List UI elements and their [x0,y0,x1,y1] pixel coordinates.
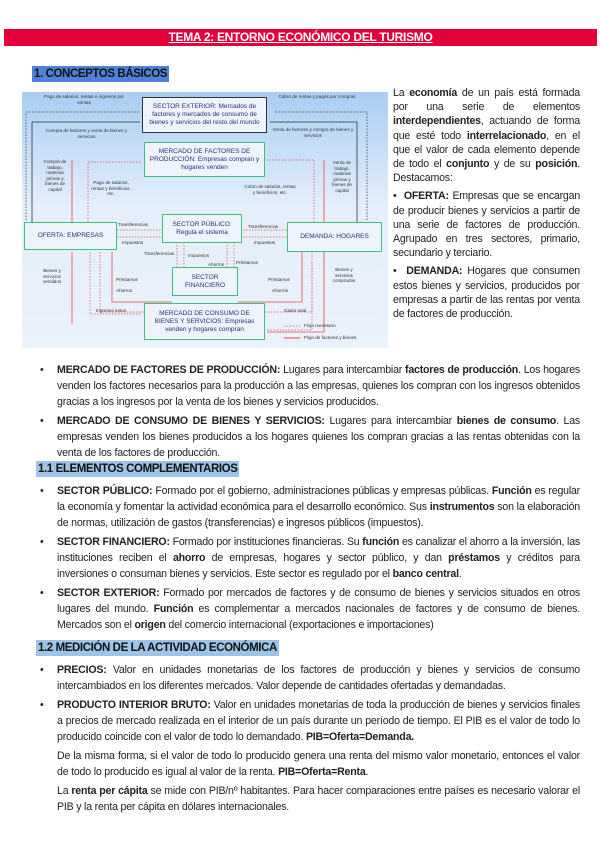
box-demanda-hogares: DEMANDA: HOGARES [287,222,382,252]
medicion-list [40,662,580,818]
intro-column [393,86,580,325]
list-item-mercado-consumo: • MERCADO DE CONSUMO DE BIENES Y SERVICIOS: Lugares para intercambiar bienes de consumo. Las empresas venden los bienes producidos a los hogares quienes los compran gracias a las rentas obtenidas con la venta de los factores de producción. [40,413,580,461]
section-heading-medicion: 1.2 MEDICIÓN DE LA ACTIVIDAD ECONÓMICA [38,642,277,654]
label-ingresos-netos: Ingresos netos [96,308,127,313]
label-cobro-rentas-ext: Cobro de rentas y pagos por compras [278,94,356,99]
label-ahorros-left: Ahorros [116,288,133,293]
label-impuestos-mid: Impuestos [188,253,210,258]
list-item-sector-financiero: • SECTOR FINANCIERO: Formado por instituciones financieras. Su función es canalizar el ahorro a la inversión, las instituciones reciben el ahorro de empresas, hogares y sector público, y dan préstamos y créditos para inversiones o consuman bienes y servicios. Este sector es regulado por el banco central. [40,534,580,582]
intro-paragraph: La economía de un país está formada por una serie de elementos interdependientes, actuando de forma que esté todo interrelacionado, en el que el valor de cada elemento depende de todo el conjunto y de su posición. Destacamos: [393,87,580,185]
list-item-precios: • PRECIOS: Valor en unidades monetarias de los factores de producción y bienes y servicios de consumo intercambiados en los diferentes mercados. Valor depende de cantidades ofertadas y demandadas. [40,662,580,694]
demanda-bullet: • DEMANDA: Hogares que consumen estos bienes y servicios, producidos por empresas a partir de las rentas por venta de factores de producción. [393,265,580,321]
elementos-list [40,483,580,636]
label-pago-salarios-ext: Pago de salarios, rentas e ingresos por ventas [44,94,124,105]
label-ahorros-mid: Ahorros [208,262,225,267]
label-transferencias-left: Transferencias [118,222,149,227]
label-transferencias-mid: Transferencias [144,251,175,256]
oferta-bullet: • OFERTA: Empresas que se encargan de producir bienes y servicios a partir de una serie de factores de producción. Agrupado en tres sectores, primario, secundario y terciario. [393,190,581,260]
list-item-mercado-factores: • MERCADO DE FACTORES DE PRODUCCIÓN: Lugares para intercambiar factores de producción. Los hogares venden los factores necesarios para la producción a las empresas, quienes los compran con los ingresos obtenidos gracias a los ingresos por la venta de los bienes y servicios producidos. [40,362,580,410]
box-sector-publico: SECTOR PÚBLICO: Regula el sistema [162,214,242,243]
section-heading-conceptos: 1. CONCEPTOS BÁSICOS [34,68,168,80]
label-compra-factores-ext: Compra de factores y venta de bienes y servicios [45,128,128,139]
list-item-sector-exterior: • SECTOR EXTERIOR: Formado por mercados de factores y de consumo de bienes y servicios situados en otros lugares del mundo. Función es complementar a mercados nacionales de factores y de consumo de bienes. Mercados son el origen del comercio internacional (exportaciones e importaciones) [40,585,580,633]
label-impuestos-right: Impuestos [254,240,276,245]
list-item-pib: • PRODUCTO INTERIOR BRUTO: Valor en unidades monetarias de toda la producción de bienes y servicios finales a precios de mercado realizada en el interior de un país durante un período de tiempo. El PIB es el valor de todo lo producido coincide con el valor de todo lo demandado. PIB=Oferta=Demanda. [40,697,580,745]
economic-flow-diagram [22,92,388,348]
box-oferta-empresas: OFERTA: EMPRESAS [24,222,117,250]
box-sector-exterior: SECTOR EXTERIOR: Mercados de factores y mercados de consumo de bienes y servicios del resto del mundo [142,97,267,133]
label-venta-trabajo: Venta de trabajo, materias primas y bienes de capital [332,160,352,193]
paragraph-renta-per-capita: La renta per cápita se mide con PIB/nº habitantes. Para hacer comparaciones entre países es necesario valorar el PIB y la renta per cápita en dólares internacionales. [57,785,580,813]
label-venta-factores-ext: Venta de factores y compra de bienes y servicios [272,127,354,138]
box-mercado-consumo: MERCADO DE CONSUMO DE BIENES Y SERVICIOS: Empresas venden y hogares compran [144,303,265,340]
section-heading-elementos: 1.1 ELEMENTOS COMPLEMENTARIOS [38,463,238,475]
label-prestamos-left: Préstamos [116,277,138,282]
markets-list [40,362,580,464]
label-ahorros-right: Ahorros [272,288,289,293]
legend-flujo-monetario: Flujo monetario [304,323,336,328]
label-cobro-salarios: Cobro de salarios, rentas y beneficios, etc. [244,184,296,195]
label-transferencias-right: Transferencias [248,224,279,229]
box-sector-financiero: SECTOR FINANCIERO [172,267,238,296]
label-prestamos-right: Préstamos [268,277,290,282]
list-item-sector-publico: • SECTOR PÚBLICO: Formado por el gobierno, administraciones públicas y empresas públicas. Función es regular la economía y fomentar la actividad económica para el desarrollo económico. Sus instrumentos son la elaboración de normas, utilización de gastos (transferencias) e ingresos públicos (impuestos). [40,483,580,531]
label-impuestos-left: Impuestos [122,240,144,245]
legend-flujo-factores: Flujo de factores y bienes [304,335,357,340]
label-gasto-total: Gasto total [284,308,307,313]
label-compra-trabajo: Compra de trabajo, materias primas y bienes de capital [43,159,67,192]
paragraph-misma-forma: De la misma forma, si el valor de todo lo producido genera una renta del mismo valor monetario, entonces el valor de todo lo producido es igual al valor de la renta. PIB=Oferta=Renta. [57,750,580,778]
label-bienes-comprados: Bienes y servicios comprados [332,267,356,283]
box-mercado-factores: MERCADO DE FACTORES DE PRODUCCIÓN: Empresas compran y hogares venden [144,142,265,177]
document-title: TEMA 2: ENTORNO ECONÓMICO DEL TURISMO [4,29,597,46]
label-pago-salarios: Pago de salarios, rentas y beneficios, etc. [91,180,131,196]
label-bienes-vendidos: Bienes y servicios vendidos [42,268,62,284]
label-prestamos-mid: Préstamos [236,260,258,265]
